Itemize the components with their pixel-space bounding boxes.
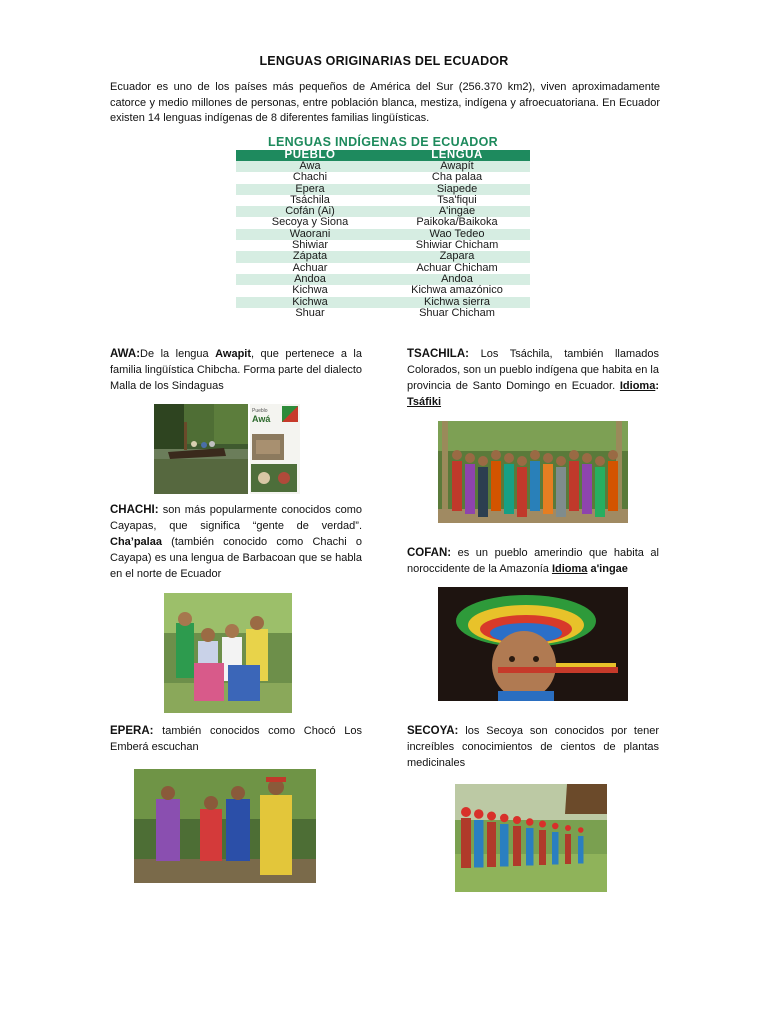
table-row (236, 217, 530, 228)
epera-heading: EPERA: (110, 725, 154, 737)
cell-lengua: Shiwiar Chicham (415, 239, 499, 252)
chachi-bold-1: Cha’palaa (110, 536, 162, 548)
awa-section (110, 346, 362, 394)
cofan-heading: COFAN: (407, 547, 452, 559)
cell-lengua: Shuar Chicham (419, 306, 495, 319)
epera-text-1: también conocidos como Chocó Los Emberá escuchan (110, 725, 362, 753)
cell-pueblo: Andoa (294, 272, 326, 285)
cell-pueblo: Secoya y Siona (271, 216, 349, 229)
cell-lengua: Zapara (439, 250, 475, 263)
intro-paragraph: Ecuador es uno de los países más pequeños de América del Sur (256.370 km2), viven aproximadamente catorce y medio millones de personas, entre población blanca, mestiza, indígena y afroecuatoriana. En Ecuador existen 14 lenguas indígenas de 8 diferentes familias lingüísticas. (110, 81, 660, 124)
chachi-heading: CHACHI: (110, 504, 159, 516)
tsachila-heading: TSACHILA: (407, 348, 469, 360)
table-row (236, 195, 530, 206)
awa-text-2: , que pertenece a la familia lingüística Chibcha. Forma parte del dialecto Malla de los Sindaguas (110, 348, 362, 392)
secoya-section (407, 723, 659, 771)
cofan-idioma-label: Idioma (551, 563, 588, 575)
cell-lengua: Paikoka/Baikoka (416, 216, 498, 229)
secoya-photo (455, 784, 607, 892)
tsachila-text-1: Los Tsáchila, también llamados Colorados, son un pueblo indígena que habita en la provincia de Santo Domingo en Ecuador. (407, 348, 659, 392)
svg-text:Pueblo: Pueblo (252, 408, 268, 414)
awa-photo-river (154, 404, 248, 494)
cell-pueblo: Chachi (292, 171, 328, 184)
table-title: LENGUAS INDÍGENAS DE ECUADOR (268, 135, 498, 149)
chachi-photo (164, 593, 292, 713)
cell-lengua: A'ingae (438, 205, 476, 218)
page-title: LENGUAS ORIGINARIAS DEL ECUADOR (259, 54, 509, 68)
epera-section (110, 723, 362, 755)
cell-pueblo: Cofán (Ai) (285, 205, 335, 218)
cofan-idioma-value: a'ingae (587, 563, 628, 575)
cell-pueblo: Kichwa (292, 284, 328, 297)
tsachila-idioma-label: Idioma (619, 380, 656, 392)
cell-lengua: Tsa'fiqui (437, 193, 477, 206)
cell-pueblo: Epera (295, 182, 325, 195)
cofan-photo (438, 587, 628, 701)
tsachila-photo (438, 421, 628, 523)
cell-pueblo: Waorani (289, 227, 331, 240)
languages-table (236, 134, 530, 319)
cell-pueblo: Kichwa (292, 295, 328, 308)
cell-lengua: Cha palaa (431, 171, 483, 184)
table-body (236, 161, 530, 319)
header-pueblo: PUEBLO (284, 149, 336, 161)
cell-pueblo: Achuar (292, 261, 328, 274)
cofan-section (407, 545, 659, 577)
chachi-text-1: son más popularmente conocidos como Cayapas, que significa “gente de verdad”. (110, 504, 362, 532)
awa-heading: AWA: (110, 348, 141, 360)
table-header (236, 150, 530, 161)
table-row (236, 263, 530, 274)
cell-lengua: Awapít (440, 160, 474, 172)
cell-lengua: Wao Tedeo (429, 227, 485, 240)
cell-pueblo: Zápata (292, 250, 328, 263)
table-row (236, 172, 530, 183)
cell-lengua: Andoa (441, 272, 473, 285)
awa-text-1: De la lengua (140, 348, 216, 360)
table-row (236, 184, 530, 195)
table-row (236, 161, 530, 172)
cell-lengua: Achuar Chicham (416, 261, 498, 274)
awa-photo-collage (250, 404, 300, 494)
secoya-text-1: los Secoya son conocidos por tener increíbles conocimientos de cientos de plantas medicinales (407, 725, 659, 769)
tsachila-section (407, 346, 659, 410)
cofan-text-1: es un pueblo amerindio que habita al noroccidente de la Amazonía (407, 547, 659, 575)
awa-bold-1: Awapit (215, 348, 252, 360)
tsachila-colon: : (655, 380, 659, 392)
table-row (236, 308, 530, 319)
tsachila-idioma-value: Tsáfiki (407, 396, 442, 408)
table-row (236, 251, 530, 262)
cell-pueblo: Tsáchila (290, 193, 330, 206)
cell-pueblo: Shiwiar (291, 239, 329, 252)
epera-photo (134, 769, 316, 883)
cell-pueblo: Shuar (295, 306, 325, 319)
svg-text:Awá: Awá (252, 414, 271, 424)
table-row (236, 285, 530, 296)
cell-lengua: Siapede (436, 182, 478, 195)
cell-lengua: Kichwa sierra (423, 295, 491, 308)
secoya-heading: SECOYA: (407, 725, 459, 737)
chachi-text-2: (también conocido como Chachi o Cayapa) es una lengua de Barbacoan que se habla en el norte de Ecuador (110, 536, 362, 580)
header-lengua: LENGUA (431, 149, 483, 161)
cell-lengua: Kichwa amazónico (411, 284, 503, 297)
cell-pueblo: Awa (299, 160, 321, 172)
table-row (236, 240, 530, 251)
chachi-section (110, 502, 362, 582)
